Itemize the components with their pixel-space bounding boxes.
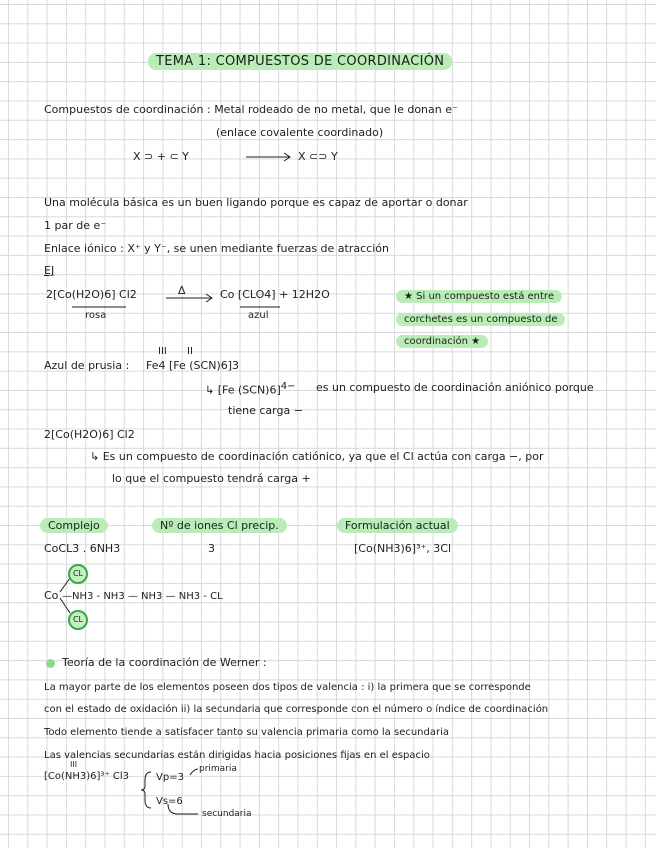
werner-heading: Teoría de la coordinación de Werner : <box>62 656 267 669</box>
eq-product-tail: + 12H2O <box>279 288 330 301</box>
sub-formula-charge: 4− <box>280 381 296 392</box>
cationic-desc-1-text: Es un compuesto de coordinación catiónico, ya que el Cl actúa con carga −, por <box>102 450 544 463</box>
table-cell-formula: [Co(NH3)6]³⁺, 3Cl <box>354 542 452 555</box>
table-header-complex: Complejo <box>40 519 108 533</box>
eq-product-prefix: Co <box>220 288 235 301</box>
table-cell-ions: 3 <box>208 542 215 555</box>
werner-p3: Todo elemento tiende a satisfacer tanto su valencia primaria como la secundaria <box>44 727 450 738</box>
reaction-right: X ⊂⊃ Y <box>298 150 338 163</box>
structure-metal: Co <box>44 589 59 602</box>
table-header-ions: Nº de iones Cl precip. <box>152 519 287 533</box>
reaction-left: X ⊃ + ⊂ Y <box>133 150 189 163</box>
prussian-formula: Fe4 [Fe (SCN)6]3 <box>146 359 240 372</box>
arrow-label: Δ <box>178 284 186 297</box>
definition-text: Compuestos de coordinación : Metal rodeado de no metal, que le donan e⁻ <box>44 103 458 116</box>
werner-vs: Vs=6 <box>156 796 183 807</box>
cationic-desc-2: lo que el compuesto tendrá carga + <box>112 472 311 485</box>
product-caption: azul <box>248 310 269 321</box>
prussian-desc-1: es un compuesto de coordinación aniónico porque <box>316 381 594 394</box>
werner-ox: III <box>70 760 78 769</box>
table-header-formula: Formulación actual <box>337 519 458 533</box>
eq-reactant-bracket: [Co(H2O)6] <box>53 288 116 301</box>
ligand-line-1: Una molécula básica es un buen ligando porque es capaz de aportar o donar <box>44 196 468 209</box>
note-line-2: corchetes es un compuesto de <box>396 313 565 327</box>
prussian-desc-2: tiene carga − <box>228 404 303 417</box>
ligand-line-2: 1 par de e⁻ <box>44 219 107 232</box>
werner-vp: Vp=3 <box>156 772 184 783</box>
ligand-top-circle: CL <box>68 564 88 584</box>
eq-prefix: 2 <box>46 288 53 301</box>
reactant-caption: rosa <box>85 310 107 321</box>
eq-product-bracket: [CLO4] <box>237 288 276 301</box>
example-label: EJ <box>44 264 55 277</box>
prussian-ox-1: III <box>158 346 167 357</box>
werner-formula: [Co(NH3)6]³⁺ Cl3 <box>44 771 130 782</box>
cationic-formula: 2[Co(H2O)6] Cl2 <box>44 428 135 441</box>
werner-p1: La mayor parte de los elementos poseen dos tipos de valencia : i) la primera que se corresponde <box>44 682 531 693</box>
eq-reactant-tail: Cl2 <box>119 288 137 301</box>
note-line-1: ★ Si un compuesto está entre <box>396 290 562 304</box>
prussian-sub-formula: ↳ [Fe (SCN)6]$^{4-}$ <box>205 381 296 397</box>
table-cell-complex: CoCL3 . 6NH3 <box>44 542 121 555</box>
sub-formula-text: [Fe (SCN)6] <box>217 383 281 397</box>
structure-chain: —NH3 - NH3 — NH3 — NH3 - CL <box>62 591 223 602</box>
werner-vs-label: secundaria <box>202 809 252 819</box>
cationic-desc-1: ↳ Es un compuesto de coordinación catiónico, ya que el Cl actúa con carga −, por <box>90 450 544 463</box>
structure-chain-text: NH3 - NH3 — NH3 — NH3 - CL <box>72 591 223 602</box>
werner-p2: con el estado de oxidación ii) la secundaria que corresponde con el número o índice de coordinación <box>44 704 549 715</box>
ligand-bottom-circle: CL <box>68 610 88 630</box>
note-line-3: coordinación ★ <box>396 335 488 349</box>
werner-vp-label: primaria <box>199 764 237 774</box>
bond-note: (enlace covalente coordinado) <box>216 126 384 139</box>
prussian-ox-2: II <box>187 346 193 357</box>
bullet-icon <box>46 659 55 668</box>
ionic-text: Enlace iónico : X⁺ y Y⁻, se unen mediante fuerzas de atracción <box>44 242 389 255</box>
werner-p4: Las valencias secundarias están dirigidas hacia posiciones fijas en el espacio <box>44 750 430 761</box>
prussian-label: Azul de prusia : <box>44 359 130 372</box>
page-title: TEMA 1: COMPUESTOS DE COORDINACIÓN <box>148 55 452 69</box>
